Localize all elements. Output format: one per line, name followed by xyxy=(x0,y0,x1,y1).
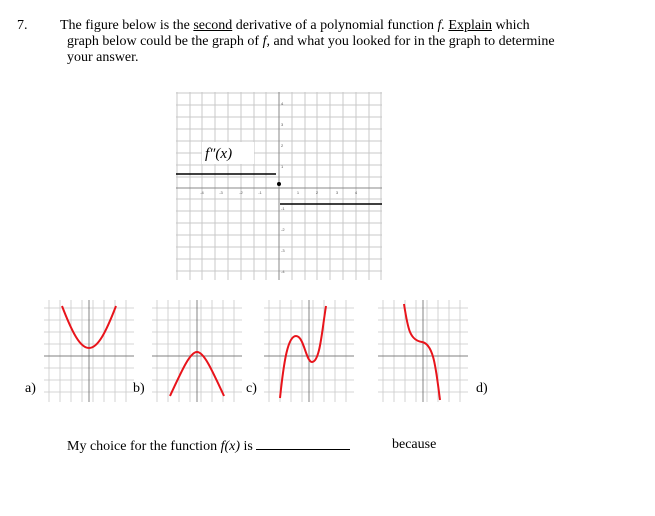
q-explain: Explain xyxy=(448,18,492,33)
answer-because: because xyxy=(392,437,437,452)
option-d-label: d) xyxy=(476,381,488,396)
option-a-graph xyxy=(44,300,134,402)
q-text-5: and what you looked for in the graph to determine xyxy=(269,34,555,49)
option-b-graph xyxy=(152,300,242,402)
option-c-label: c) xyxy=(246,381,257,396)
main-graph-label: f″(x) xyxy=(205,146,233,162)
option-b-label: b) xyxy=(133,381,145,396)
answer-blank[interactable] xyxy=(256,437,350,450)
x-tick-label: -4 xyxy=(200,190,204,195)
option-c-graph xyxy=(264,300,354,402)
y-tick-label: -3 xyxy=(281,248,285,253)
y-tick-label: 3 xyxy=(281,122,284,127)
y-tick-label: 4 xyxy=(281,101,284,106)
y-tick-label: 2 xyxy=(281,143,284,148)
x-tick-label: -2 xyxy=(239,190,243,195)
x-tick-label: -1 xyxy=(258,190,262,195)
q-text-3: which xyxy=(491,18,530,33)
x-tick-label: 2 xyxy=(315,190,319,195)
jump-point xyxy=(277,182,281,186)
y-tick-label: -4 xyxy=(281,269,285,274)
q-text-2: derivative of a polynomial function xyxy=(232,18,438,33)
q-text-4: graph below could be the graph of xyxy=(67,34,263,49)
answer-prefix: My choice for the function xyxy=(67,439,221,454)
question-number: 7. xyxy=(17,18,28,33)
answer-fx: f(x) xyxy=(220,439,240,454)
y-tick-label: -2 xyxy=(281,227,285,232)
option-d-curve xyxy=(404,304,440,400)
option-d-graph xyxy=(378,300,468,402)
q-text-1: The figure below is the xyxy=(60,18,194,33)
second-derivative-graph xyxy=(176,92,382,280)
x-tick-label: -3 xyxy=(219,190,223,195)
x-tick-label: 1 xyxy=(296,190,300,195)
y-tick-label: 1 xyxy=(281,164,284,169)
answer-is: is xyxy=(240,439,253,454)
y-tick-label: -1 xyxy=(281,206,285,211)
option-a-label: a) xyxy=(25,381,36,396)
x-tick-label: 3 xyxy=(335,190,339,195)
question-line-3: your answer. xyxy=(67,50,139,65)
question-line-2 xyxy=(67,34,555,50)
q-second: second xyxy=(193,18,233,33)
answer-line xyxy=(67,437,350,455)
q-f-2: f, xyxy=(262,34,270,49)
x-tick-label: 4 xyxy=(354,190,358,195)
question-line-1 xyxy=(60,18,530,34)
q-f-1: f. xyxy=(437,18,445,33)
